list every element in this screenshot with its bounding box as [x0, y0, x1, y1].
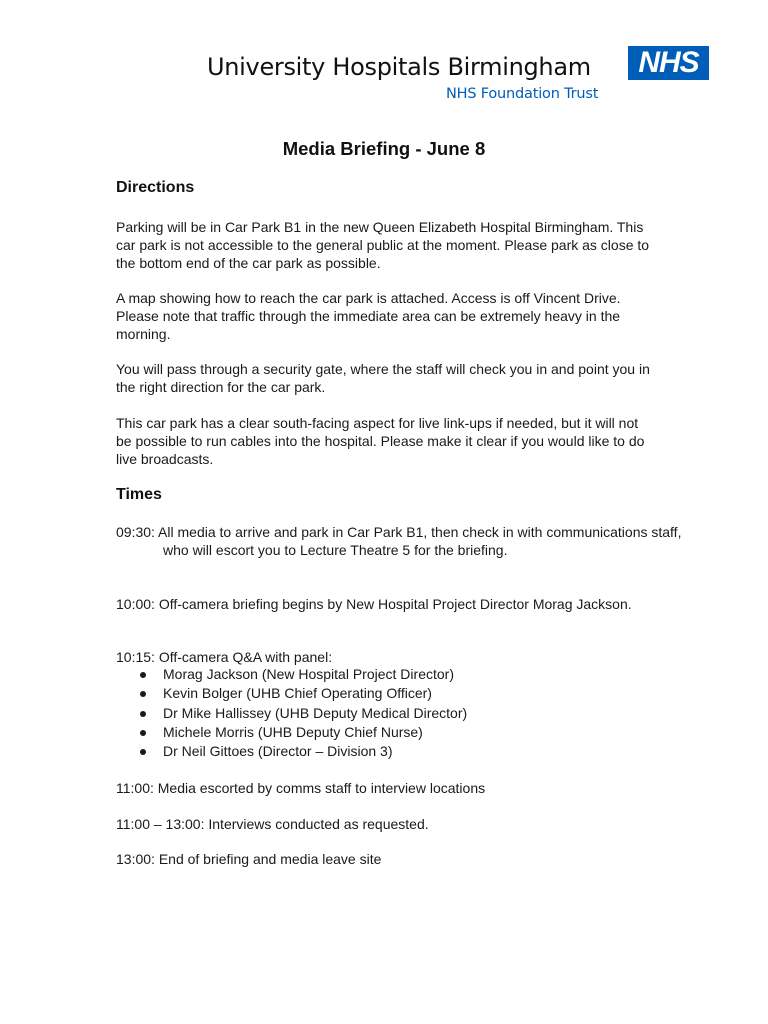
list-item	[136, 665, 467, 684]
panel-member: Dr Neil Gittoes (Director – Division 3)	[163, 743, 393, 760]
directions-paragraph-2: A map showing how to reach the car park is attached. Access is off Vincent Drive. Please note that traffic through the immediate area can be extremely heavy in the morning.	[116, 290, 621, 342]
time-entry-1300: 13:00: End of briefing and media leave site	[116, 851, 382, 867]
bullet-icon	[140, 672, 146, 678]
panel-member: Kevin Bolger (UHB Chief Operating Officer)	[163, 685, 432, 702]
directions-paragraph-4: This car park has a clear south-facing aspect for live link-ups if needed, but it will not be possible to run cables into the hospital. Please make it clear if you would like to do live broadcasts.	[116, 415, 645, 467]
time-entry-1100: 11:00: Media escorted by comms staff to interview locations	[116, 780, 486, 796]
list-item	[136, 742, 467, 761]
bullet-icon	[140, 711, 146, 717]
directions-paragraph-3: You will pass through a security gate, where the staff will check you in and point you in the right direction for the car park.	[116, 361, 650, 395]
list-item	[136, 723, 467, 742]
list-item	[136, 704, 467, 723]
time-entry-1100-1300: 11:00 – 13:00: Interviews conducted as requested.	[116, 816, 429, 832]
panel-member: Michele Morris (UHB Deputy Chief Nurse)	[163, 723, 423, 740]
panel-member: Dr Mike Hallissey (UHB Deputy Medical Director)	[163, 704, 468, 721]
directions-heading: Directions	[116, 179, 195, 196]
time-entry-1000: 10:00: Off-camera briefing begins by New Hospital Project Director Morag Jackson.	[116, 596, 632, 612]
organisation-name: University Hospitals Birmingham	[207, 53, 591, 81]
panel-list	[136, 665, 467, 761]
time-entry-1015: 10:15: Off-camera Q&A with panel:	[116, 649, 333, 665]
trust-name: NHS Foundation Trust	[446, 86, 599, 102]
bullet-icon	[140, 749, 146, 755]
bullet-icon	[140, 691, 146, 697]
bullet-icon	[140, 730, 146, 736]
directions-paragraph-1: Parking will be in Car Park B1 in the new Queen Elizabeth Hospital Birmingham. This car park is not accessible to the general public at the moment. Please park as close to the bottom end of the car park as possible.	[116, 219, 650, 271]
nhs-logo	[628, 46, 709, 80]
page-title-text: Media Briefing - June 8	[282, 138, 486, 159]
nhs-logo-text: NHS	[638, 46, 699, 79]
list-item	[136, 684, 467, 703]
panel-member: Morag Jackson (New Hospital Project Director)	[163, 666, 454, 682]
times-heading: Times	[116, 486, 162, 503]
page-title	[0, 138, 768, 160]
time-entry-0930: 09:30: All media to arrive and park in Car Park B1, then check in with communications staff, who will escort you to Lecture Theatre 5 for the briefing.	[116, 524, 682, 558]
